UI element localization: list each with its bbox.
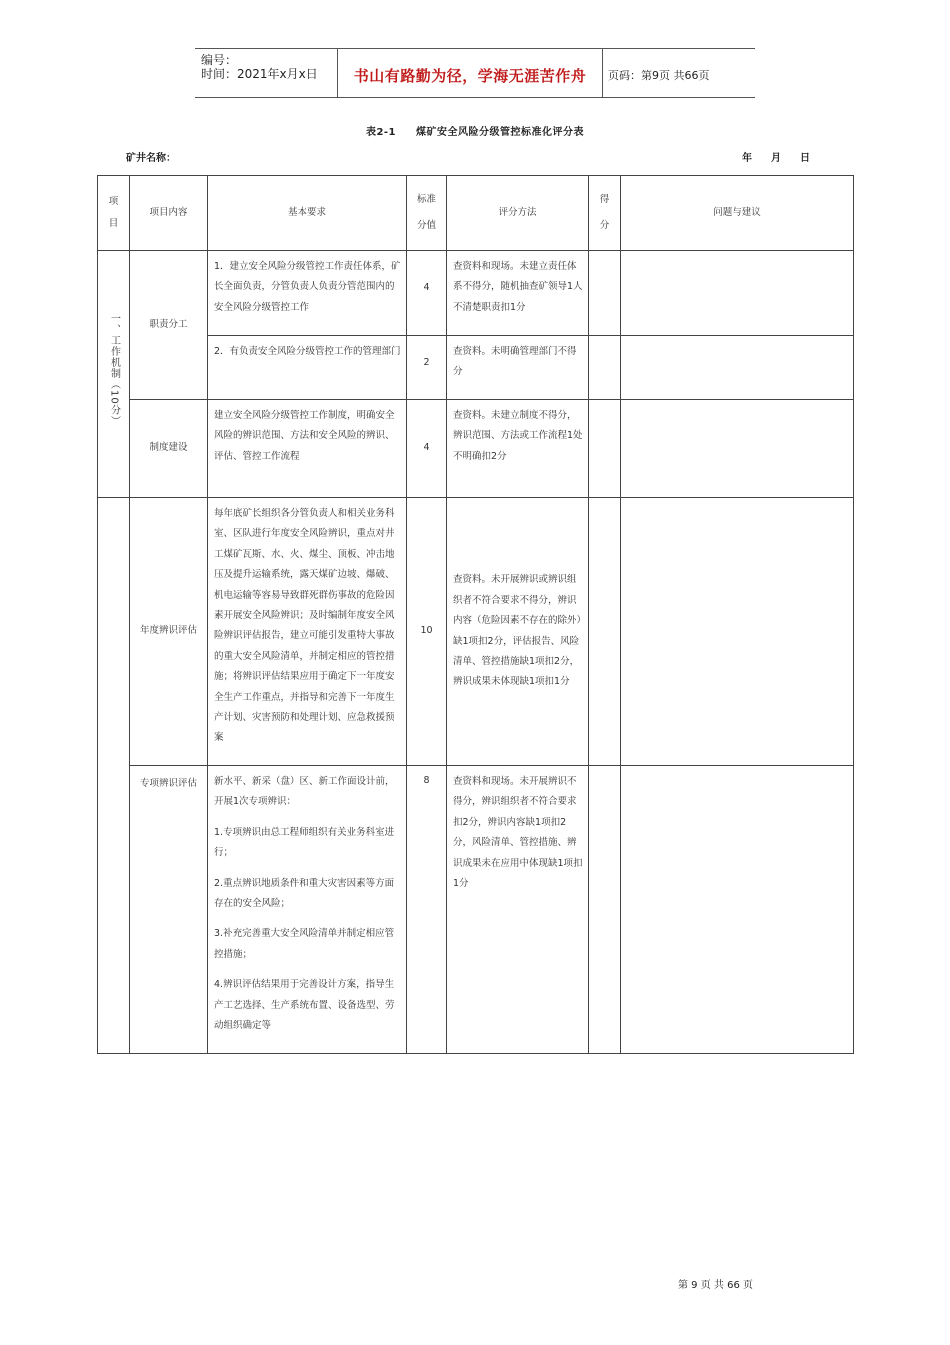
score-value: 4 — [423, 442, 430, 454]
date-year: 年 — [742, 153, 752, 164]
got-cell[interactable] — [589, 498, 621, 766]
got-cell[interactable] — [589, 400, 621, 498]
score-cell — [407, 400, 447, 498]
header-requirement — [208, 176, 407, 251]
document-time-label: 时间：2021年x月x日 — [201, 67, 318, 81]
table-row — [98, 336, 854, 400]
table-header-row — [98, 176, 854, 251]
header-motto: 书山有路勤为径，学海无涯苦作舟 — [353, 67, 587, 85]
table-row — [98, 251, 854, 336]
method-cell: 查资料和现场。未开展辨识不得分，辨识组织者不符合要求扣2分，辨识内容缺1项扣2分，风险清单、管控措施、辨识成果未在应用中体现缺1项扣1分 — [447, 766, 589, 1054]
requirement-text: 2．有负责安全风险分级管控工作的管理部门 — [214, 346, 401, 357]
suggest-cell[interactable] — [621, 400, 854, 498]
score-cell — [407, 766, 447, 1054]
score-cell — [407, 498, 447, 766]
header-content — [130, 176, 208, 251]
got-cell[interactable] — [589, 766, 621, 1054]
header-suggest — [621, 176, 854, 251]
category-empty — [98, 498, 130, 1054]
header-meta-cell — [195, 49, 337, 97]
scoring-table — [97, 175, 854, 1054]
header-got-line1: 得 — [599, 194, 610, 205]
requirement-cell — [208, 498, 407, 766]
item-special: 专项辨识评估 — [130, 766, 208, 1054]
page-footer: 第 9 页 共 66 页 — [678, 1280, 753, 1291]
table-row — [98, 766, 854, 1054]
method-cell: 查资料。未建立制度不得分，辨识范围、方法或工作流程1处不明确扣2分 — [447, 400, 589, 498]
method-cell: 查资料和现场。未建立责任体系不得分，随机抽查矿领导1人不清楚职责扣1分 — [447, 251, 589, 336]
date-month: 月 — [771, 153, 781, 164]
suggest-cell[interactable] — [621, 336, 854, 400]
header-standard-line2: 分值 — [416, 220, 436, 231]
requirement-cell — [208, 336, 407, 400]
header-suggest-label: 问题与建议 — [713, 206, 761, 218]
requirement-cell — [208, 251, 407, 336]
got-cell[interactable] — [589, 336, 621, 400]
header-motto-cell — [337, 49, 603, 97]
header-got-line2: 分 — [599, 220, 610, 231]
header-page-cell — [602, 49, 755, 97]
requirement-cell — [208, 400, 407, 498]
mine-name-label: 矿井名称： — [126, 153, 176, 164]
date-fields — [742, 149, 810, 164]
header-standard-line1: 标准 — [416, 194, 436, 205]
item-system: 制度建设 — [130, 400, 208, 498]
header-project-label: 项目 — [108, 196, 119, 229]
header-method — [447, 176, 589, 251]
requirement-cell — [208, 766, 407, 1054]
table-title — [0, 123, 950, 138]
score-value: 8 — [423, 775, 430, 786]
requirement-text: 建立安全风险分级管控工作制度，明确安全风险的辨识范围、方法和安全风险的辨识、评估、管控工作流程 — [214, 410, 395, 462]
got-cell[interactable] — [589, 251, 621, 336]
header-got — [589, 176, 621, 251]
table-row — [98, 498, 854, 766]
score-value: 10 — [420, 625, 433, 637]
requirement-text: 1．建立安全风险分级管控工作责任体系，矿长全面负责，分管负责人负责分管范围内的安全风险分级管控工作 — [214, 261, 401, 313]
header-page-info: 页码：第9页 共66页 — [608, 69, 710, 82]
suggest-cell[interactable] — [621, 766, 854, 1054]
score-cell — [407, 251, 447, 336]
method-cell: 查资料。未开展辨识或辨识组织者不符合要求不得分，辨识内容（危险因素不存在的除外）缺1项扣2分，评估报告、风险清单、管控措施缺1项扣2分，辨识成果未体现缺1项扣1分 — [447, 498, 589, 766]
table-row — [98, 400, 854, 498]
item-annual: 年度辨识评估 — [130, 498, 208, 766]
requirement-text: 每年底矿长组织各分管负责人和相关业务科室、区队进行年度安全风险辨识，重点对井工煤矿瓦斯、水、火、煤尘、顶板、冲击地压及提升运输系统，露天煤矿边坡、爆破、机电运输等容易导致群死群伤事故的危险因素开展安全风险辨识；及时编制年度安全风险辨识评估报告，建立可能引发重特大事故的重大安全风险清单，并制定相应的管控措施；将辨识评估结果应用于确定下一年度安全生产工作重点，并指导和完善下一年度生产计划、灾害预防和处理计划、应急救援预案 — [214, 508, 395, 744]
header-standard — [407, 176, 447, 251]
score-cell — [407, 336, 447, 400]
score-value: 2 — [423, 357, 430, 368]
document-header — [195, 48, 755, 98]
header-method-label: 评分方法 — [498, 206, 537, 218]
requirement-text: 1.专项辨识由总工程师组织有关业务科室进行； — [214, 826, 395, 859]
requirement-text: 3.补充完善重大安全风险清单并制定相应管控措施； — [214, 928, 395, 960]
category-work-mechanism — [98, 251, 130, 498]
requirement-text: 4.辨识评估结果用于完善设计方案，指导生产工艺选择、生产系统布置、设备选型、劳动组织确定等 — [214, 979, 395, 1032]
suggest-cell[interactable] — [621, 251, 854, 336]
item-responsibility: 职责分工 — [130, 251, 208, 400]
header-project — [98, 176, 130, 251]
date-day: 日 — [800, 153, 810, 164]
requirement-text: 新水平、新采（盘）区、新工作面设计前，开展1次专项辨识： — [214, 776, 395, 808]
score-value: 4 — [423, 282, 430, 293]
requirement-text: 2.重点辨识地质条件和重大灾害因素等方面存在的安全风险； — [214, 877, 395, 910]
header-requirement-label: 基本要求 — [287, 206, 326, 218]
header-content-label: 项目内容 — [149, 206, 188, 218]
table-name: 煤矿安全风险分级管控标准化评分表 — [416, 127, 585, 138]
method-cell: 查资料。未明确管理部门不得分 — [447, 336, 589, 400]
document-number-label: 编号： — [201, 53, 238, 67]
table-code: 表2-1 — [365, 127, 397, 138]
suggest-cell[interactable] — [621, 498, 854, 766]
category-label: 一、工作机制（10分） — [108, 312, 120, 427]
